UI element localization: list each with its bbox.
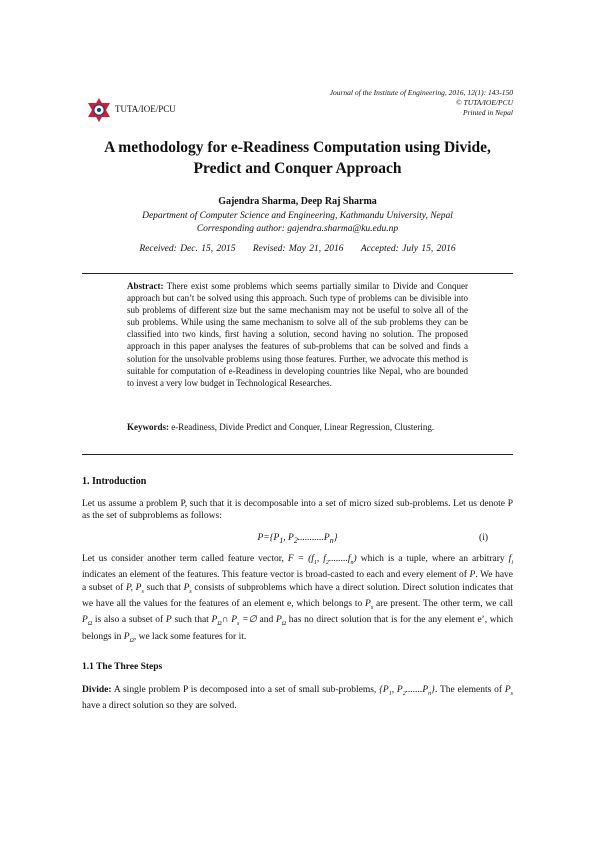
intro-paragraph-2: Let us consider another term called feature vector, $F = (f_1$, $f_2........f_n$) which is a tuple, where an arbitrary $f_i$ indicates an element of the features. This feature vector is broad-casted to each and every element of P. We have a subset of P, $P_s$ such that $P_s$ consists of subproblems which have a direct solution. Direct solution indicates that we have all the values for the features of an element e, which belongs to $P_s$ are present. The other term, we call $P_\Omega$ is also a subset of P such that $P_\Omega\cap$ $P_s$ =∅ and $P_\Omega$ has no direct solution that is for the any element e’, which belongs in $P_\Omega$, we lack some features for it.: [82, 554, 514, 644]
p2-text-8: is also a subset of: [92, 615, 166, 626]
p2-text-7: are present. The other term, we call: [373, 599, 513, 609]
divide-paragraph: Divide: A single problem P is decomposed into a set of small sub-problems, {$P_1$, $P_2.......P_n$}. The elements of $P_s$ have a direct solution so they are solved.: [82, 685, 514, 712]
divide-text-1: A single problem P is decomposed into a set of small sub-problems,: [111, 685, 380, 695]
authors: Gajendra Sharma, Deep Raj Sharma: [218, 196, 377, 207]
accepted-date: Accepted: July 15, 2016: [360, 244, 456, 254]
p2-text-11: we lack some features for it.: [136, 631, 247, 642]
divide-text-2: . The elements of: [434, 685, 505, 695]
journal-copyright: © TUTA/IOE/PCU: [455, 98, 513, 107]
abstract-label: Abstract:: [127, 281, 164, 291]
dates-line: [60, 244, 535, 254]
paper-title: [60, 137, 535, 179]
keywords-text: e-Readiness, Divide Predict and Conquer, Linear Regression, Clustering.: [169, 422, 435, 432]
affiliation-block: [60, 210, 535, 236]
logo-text: TUTA/IOE/PCU: [115, 104, 176, 114]
p2-text-2: which is a tuple, where an arbitrary: [356, 554, 509, 564]
keywords-label: Keywords:: [127, 422, 169, 432]
divide-label: Divide:: [82, 685, 112, 695]
received-date: Received: Dec. 15, 2015: [139, 244, 236, 254]
p2-text-6: consists of subproblems which have a direct solution. Direct solution indicates that we have all the values for the features of an element e, which belongs to: [82, 582, 513, 609]
subsection-heading-three-steps: 1.1 The Three Steps: [82, 662, 163, 672]
journal-citation: Journal of the Institute of Engineering, 2016, 12(1): 143-150: [329, 88, 513, 97]
journal-printed: Printed in Nepal: [463, 108, 513, 117]
p2-text-10: has no direct solution that is for the any element e’, which belongs in: [82, 615, 513, 642]
abstract-text: There exist some problems which seems partially similar to Divide and Conquer approach but can’t be solved using this approach. Such type of problems can be divisible into sub problems of different size but the same mechanism may not be useful to solve all of the sub problems. While using the same mechanism to solve all of the sub problems they can be classified into two kinds, first having a solution, second having no solution. The proposed approach in this paper analyses the features of sub-problems that can be solved and finds a solution for the unsolvable problems using those features. Further, we advocate this method is suitable for computation of e-Readiness in developing countries like Nepal, who are bounded to invest a very low budget in Technological Researches.: [127, 281, 468, 388]
title-line-1: A methodology for e-Readiness Computation using Divide,: [104, 139, 491, 156]
equation-formula: $P=\{P_1$, $P_2...........P_n$}: [257, 533, 338, 545]
p2-text-3: indicates an element of the features. This feature vector is broad-casted to each and every element of: [82, 570, 470, 581]
top-rule: [82, 273, 513, 274]
abstract: [127, 280, 468, 389]
p2-text-1: Let us consider another term called feature vector,: [82, 554, 288, 564]
affiliation: Department of Computer Science and Engineering, Kathmandu University, Nepal: [142, 211, 453, 221]
keywords: [127, 421, 468, 434]
section-heading-introduction: 1. Introduction: [82, 476, 147, 487]
title-line-2: Predict and Conquer Approach: [193, 160, 402, 177]
p2-text-5: such that: [143, 582, 184, 593]
logo-star-icon: [86, 97, 112, 123]
revised-date: Revised: May 21, 2016: [252, 244, 344, 254]
intro-paragraph-1: Let us assume a problem P, such that it is decomposable into a set of micro sized sub-problems. Let us denote P as the set of subproblems as follows:: [82, 499, 513, 522]
corresponding-author: Corresponding author: gajendra.sharma@ku.edu.np: [196, 224, 399, 234]
institute-logo: [86, 97, 112, 123]
equation-number: (i): [479, 533, 488, 543]
p2-text-4: . We have a subset of: [82, 570, 514, 593]
journal-info: [330, 88, 513, 118]
p2-text-9: such that: [171, 615, 212, 626]
bottom-rule: [82, 454, 513, 455]
divide-text-3: have a direct solution so they are solved.: [82, 701, 237, 712]
